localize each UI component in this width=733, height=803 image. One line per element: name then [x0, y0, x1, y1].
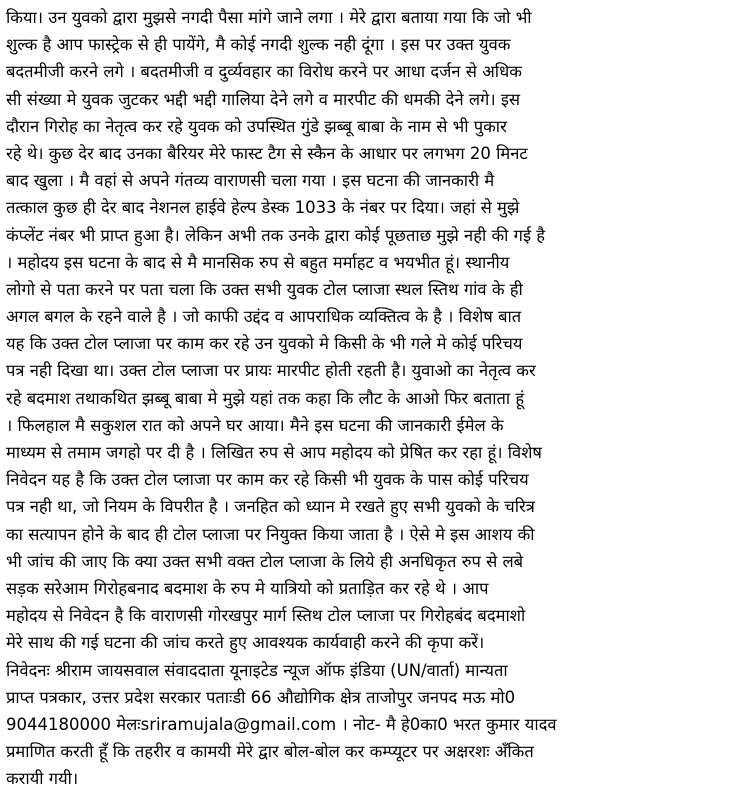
text-line-18: निवेदन यह है कि उक्त टोल प्लाजा पर काम कर रहे किसी भी युवक के पास कोई परिचय [6, 470, 529, 490]
text-line-24: मेरे साथ की गई घटना की जांच करते हुए आवश्यक कार्यवाही करने की कृपा करें। [6, 633, 485, 653]
text-line-22: सड़क सरेआम गिरोहबनाद बदमाश के रुप मे यात्रियो को प्रताड़ित कर रहे थे । आप [6, 578, 489, 598]
text-line-9: कंप्लेंट नंबर भी प्राप्त हुआ है। लेकिन अभी तक उनके द्वारा कोई पूछताछ मुझे नही की गई है [6, 225, 546, 245]
text-line-19: पत्र नही था, जो नियम के विपरीत है । जनहित को ध्यान मे रखते हुए सभी युवको के चरित्र [6, 497, 535, 517]
text-line-3: बदतमीजी करने लगे । बदतमीजी व दुर्व्यवहार का विरोध करने पर आधा दर्जन से अधिक [6, 62, 522, 82]
text-line-10: । महोदय इस घटना के बाद से मै मानसिक रुप से बहुत मर्माहट व भयभीत हूं। स्थानीय [6, 252, 510, 272]
text-line-20: का सत्यापन होने के बाद ही टोल प्लाजा पर नियुक्त किया जाता है । ऐसे मे इस आशय की [6, 524, 535, 544]
text-line-4: सी संख्या मे युवक जुटकर भद्दी भद्दी गालिया देने लगे व मारपीट की धमकी देने लगे। इस [6, 89, 521, 109]
text-line-23: महोदय से निवेदन है कि वाराणसी गोरखपुर मार्ग स्तिथ टोल प्लाजा पर गिरोहबंद बदमाशो [6, 606, 526, 626]
text-line-6: रहे थे। कुछ देर बाद उनका बैरियर मेरे फास्ट टैग से स्कैन के आधार पर लगभग 20 मिनट [6, 143, 528, 163]
text-line-1: किया। उन युवको द्वारा मुझसे नगदी पैसा मांगे जाने लगा । मेरे द्वारा बताया गया कि जो भी [6, 8, 532, 27]
text-line-29: करायी गयी। [6, 769, 79, 789]
text-line-16: । फिलहाल मै सकुशल रात को अपने घर आया। मैने इस घटना की जानकारी ईमेल के [6, 415, 504, 435]
text-line-28: प्रमाणित करती हूँ कि तहरीर व कामयी मेरे द्वार बोल-बोल कर कम्प्यूटर पर अक्षरशः अँकित [6, 742, 534, 762]
text-line-27: 9044180000 मेलःsriramujala@gmail.com । नोट- मै हे0का0 भरत कुमार यादव [6, 714, 557, 734]
text-line-2: शुल्क है आप फास्ट्रेक से ही पायेंगे, मै कोई नगदी शुल्क नही दूंगा । इस पर उक्त युवक [6, 35, 511, 55]
text-line-11: लोगो से पता करने पर पता चला कि उक्त सभी युवक टोल प्लाजा स्थल स्तिथ गांव के ही [6, 279, 523, 299]
document-body [6, 4, 728, 792]
text-line-26: प्राप्त पत्रकार, उत्तर प्रदेश सरकार पताःडी 66 औद्योगिक क्षेत्र ताजोपुर जनपद मऊ मो0 [6, 687, 516, 707]
text-line-17: माध्यम से तमाम जगहो पर दी है । लिखित रुप से आप महोदय को प्रेषित कर रहा हूं। विशेष [6, 443, 542, 462]
text-line-8: तत्काल कुछ ही देर बाद नेशनल हाईवे हेल्प डेस्क 1033 के नंबर पर दिया। जहां से मुझे [6, 198, 520, 218]
text-line-15: रहे बदमाश तथाकथित झब्बू बाबा मे मुझे यहां तक कहा कि लौट के आओ फिर बताता हूं [6, 388, 525, 408]
text-line-14: पत्र नही दिखा था। उक्त टोल प्लाजा पर प्रायः मारपीट होती रहती है। युवाओ का नेतृत्व कर [6, 361, 536, 381]
text-line-5: दौरान गिरोह का नेतृत्व कर रहे युवक को उपस्थित गुंडे झब्बू बाबा के नाम से भी पुकार [6, 116, 507, 136]
text-line-7: बाद खुला । मै वहां से अपने गंतव्य वाराणसी चला गया । इस घटना की जानकारी मै [6, 171, 495, 191]
text-line-25: निवेदनः श्रीराम जायसवाल संवाददाता यूनाइटेड न्यूज ऑफ इंडिया (UN/वार्ता) मान्यता [6, 660, 508, 680]
text-line-12: अगल बगल के रहने वाले है । जो काफी उद्दंद व आपराधिक व्यक्तित्व के है । विशेष बात [6, 307, 522, 327]
text-line-21: भी जांच की जाए कि क्या उक्त सभी वक्त टोल प्लाजा के लिये ही अनधिकृत रुप से लबे [6, 551, 524, 571]
text-line-13: यह कि उक्त टोल प्लाजा पर काम कर रहे उन युवको मे किसी के भी गले मे कोई परिचय [6, 334, 523, 354]
